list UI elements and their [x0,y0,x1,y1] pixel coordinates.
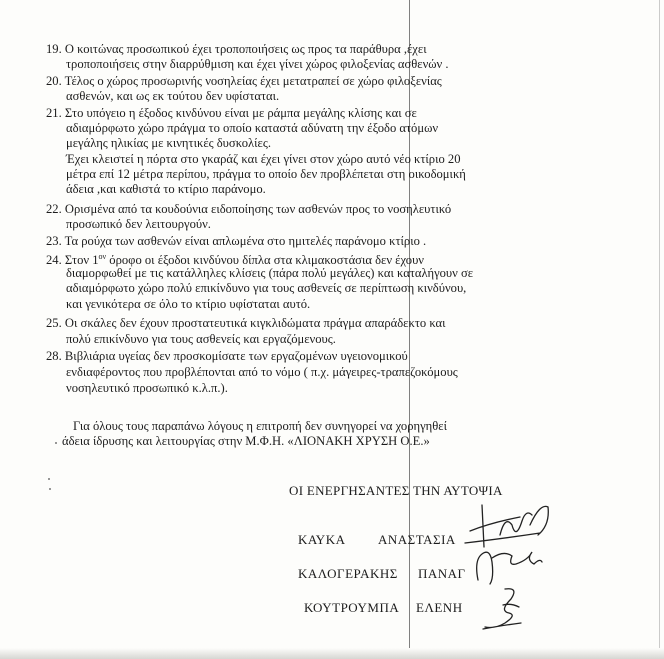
scan-speck [55,442,57,444]
item-21-line-3: μεγάλης ηλικίας με κινητικές δυσκολίες. [66,136,271,150]
signatory-surname: ΚΑΥΚΑ [298,532,346,547]
scan-edge-line [659,0,660,659]
item-28-line-1: 28. Βιβλιάρια υγείας δεν προσκομίσατε των εργαζομένων υγειονομικού [46,349,408,363]
item-21-line-6: άδεια ,και καθιστά το κτίριο παράνομο. [66,182,266,196]
scan-bottom-shadow [0,648,664,659]
item-24-line-3: αδιαμόρφωτο χώρο πολύ επικίνδυνο για τους ασθενείς σε περίπτωση κινδύνου, [66,281,467,295]
scan-speck [49,488,51,490]
item-22-line-2: προσωπικό δεν λειτουργούν. [66,217,211,231]
signatory-surname: ΚΟΥΤΡΟΥΜΠΑ [304,600,400,615]
item-21-line-5: μέτρα επί 12 μέτρα περίπου, πράγμα το οποίο δεν προβλέπεται στη οικοδομική [66,167,466,181]
item-25-line-2: πολύ επικίνδυνο για τους ασθενείς και εργαζόμενους. [66,332,336,346]
item-28-line-2: ενδιαφέροντος που προβλέπονται από το νόμο ( π.χ. μάγειρες-τραπεζοκόμους [66,365,458,379]
signatories-title: ΟΙ ΕΝΕΡΓΗΣΑΝΤΕΣ ΤΗΝ ΑΥΤΟΨΙΑ [289,483,503,498]
item-20-line-2: ασθενών, και ως εκ τούτου δεν υφίσταται. [66,89,280,103]
conclusion-line-2: άδεια ίδρυσης και λειτουργίας στην Μ.Φ.Η. «ΛΙΟΝΑΚΗ ΧΡΥΣΗ Ο.Ε.» [62,434,430,448]
signature-3 [475,583,535,633]
item-19-line-1: 19. Ο κοιτώνας προσωπικού έχει τροποποιήσεις ως προς τα παράθυρα ,έχει [46,42,427,56]
item-24-line-1: 24. Στον $1^{o\nu}$ όροφο οι έξοδοι κινδύνου δίπλα στα κλιμακοστάσια δεν έχουν [46,252,424,268]
signatory-name: ΑΝΑΣΤΑΣΙΑ [378,532,456,547]
item-21-line-1: 21. Στο υπόγειο η έξοδος κινδύνου είναι με ράμπα μεγάλης κλίσης και σε [46,106,417,120]
item-24-line-2: διαμορφωθεί με τις κατάλληλες κλίσεις (πάρα πολύ μεγάλες) και καταλήγουν σε [66,266,474,280]
signatory-name: ΠΑΝΑΓ [418,566,466,581]
item-20-line-1: 20. Τέλος ο χώρος προσωρινής νοσηλείας έχει μετατραπεί σε χώρο φιλοξενίας [46,74,442,88]
conclusion-line-1: Για όλους τους παραπάνω λόγους η επιτροπή δεν συνηγορεί να χορηγηθεί [73,419,447,433]
item-21-line-2: αδιαμόρφωτο χώρο πράγμα το οποίο καταστά αδύνατη την έξοδο ατόμων [66,121,439,135]
item-19-line-2: τροποποιήσεις στην διαρρύθμιση και έχει γίνει χώρος φιλοξενίας ασθενών . [66,57,449,71]
item-22-line-1: 22. Ορισμένα από τα κουδούνια ειδοποίησης των ασθενών προς το νοσηλευτικό [46,202,452,216]
signatory-name: ΕΛΕΝΗ [416,600,463,615]
item-24-line-4: και γενικότερα σε όλο το κτίριο υφίσταται αυτό. [66,297,311,311]
item-28-line-3: νοσηλευτικό προσωπικό κ.λ.π.). [66,381,228,395]
signatory-surname: ΚΑΛΟΓΕΡΑΚΗΣ [298,566,398,581]
scan-speck [48,478,50,480]
item-21-line-4: Έχει κλειστεί η πόρτα στο γκαράζ και έχει γίνει στον χώρο αυτό νέο κτίριο 20 [66,152,461,166]
item-25-line-1: 25. Οι σκάλες δεν έχουν προστατευτικά κιγκλιδώματα πράγμα απαράδεκτο και [46,316,446,330]
item-23-line-1: 23. Τα ρούχα των ασθενών είναι απλωμένα στο ημιτελές παράνομο κτίριο . [46,234,427,248]
